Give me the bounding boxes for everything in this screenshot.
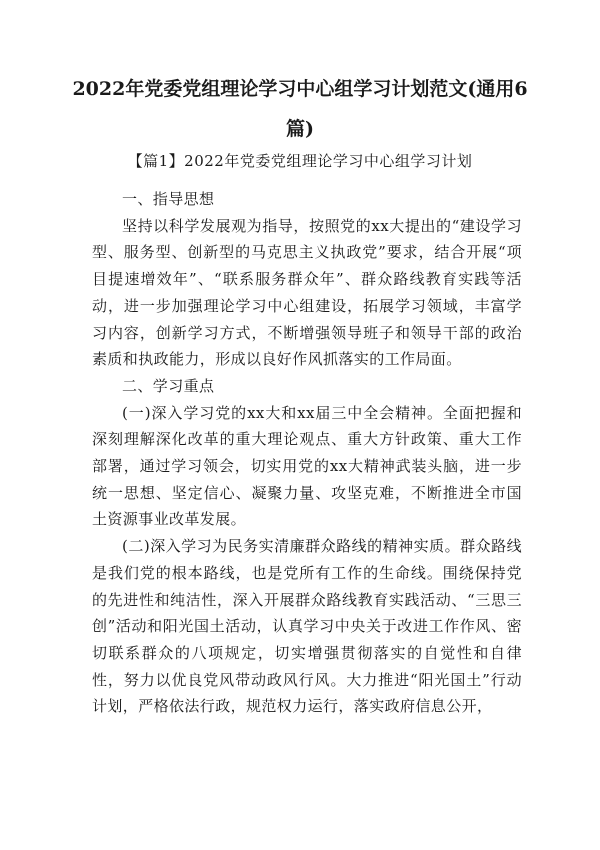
section-heading-guiding-ideology: 一、指导思想 [122,190,215,208]
document-title-line-2: 篇) [286,118,314,140]
section-heading-study-focus: 二、学习重点 [122,376,215,395]
document-body [92,186,522,720]
paragraph-guiding-ideology: 坚持以科学发展观为指导，按照党的xx大提出的“建设学习型、服务型、创新型的马克思主义执政党”要求，结合开展“项目提速增效年”、“联系服务群众年”、群众路线教育实践等活动，进一步加强理论学习中心组建设，拓展学习领域，丰富学习内容，创新学习方式，不断增强领导班子和领导干部的政治素质和执政能力，形成以良好作风抓落实的工作局面。 [92,216,522,369]
paragraph-study-focus-2: (二)深入学习为民务实清廉群众路线的精神实质。群众路线是我们党的根本路线，也是党所有工作的生命线。围绕保持党的先进性和纯洁性，深入开展群众路线教育实践活动、“三思三创”活动和阳光国土活动，认真学习中央关于改进工作作风、密切联系群众的八项规定，切实增强贯彻落实的自觉性和自律性，努力以优良党风带动政风行风。大力推进“阳光国土”行动计划，严格依法行政，规范权力运行，落实政府信息公开， [92,537,522,716]
document-subtitle: 【篇1】2022年党委党组理论学习中心组学习计划 [127,152,473,170]
paragraph-study-focus-1: (一)深入学习党的xx大和xx届三中全会精神。全面把握和深刻理解深化改革的重大理论观点、重大方针政策、重大工作部署，通过学习领会，切实用党的xx大精神武装头脑，进一步统一思想、坚定信心、凝聚力量、攻坚克难，不断推进全市国土资源事业改革发展。 [92,403,522,529]
document-title-line-1: 2022年党委党组理论学习中心组学习计划范文(通用6 [72,78,528,100]
